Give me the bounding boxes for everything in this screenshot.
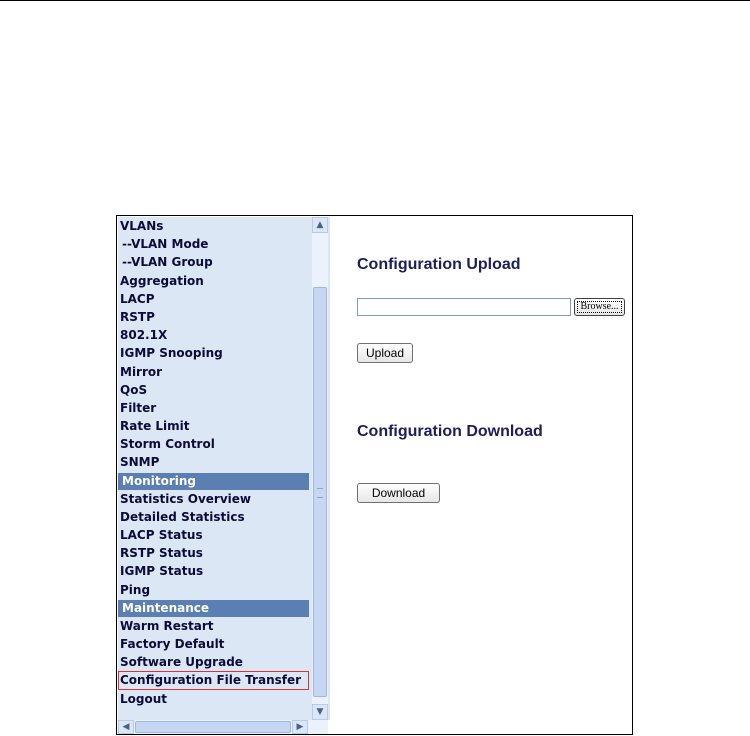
web-ui-frame	[116, 215, 633, 735]
file-path-input[interactable]	[357, 298, 571, 316]
sidebar-header-monitoring: Monitoring	[118, 473, 309, 490]
up-arrow-icon: ▲	[316, 220, 324, 230]
upload-section-title: Configuration Upload	[357, 256, 521, 273]
download-button[interactable]: Download	[357, 483, 440, 503]
down-arrow-icon: ▼	[316, 707, 324, 717]
sidebar-nav	[118, 217, 330, 720]
sidebar-item-igmp-status[interactable]: IGMP Status	[120, 564, 204, 579]
sidebar-item-mirror[interactable]: Mirror	[120, 364, 163, 379]
upload-button[interactable]: Upload	[357, 343, 413, 363]
sidebar-item-snmp[interactable]: SNMP	[120, 455, 160, 470]
main-content	[330, 216, 632, 734]
sidebar-item-warm-restart[interactable]: Warm Restart	[120, 618, 214, 633]
right-arrow-icon: ▶	[296, 722, 304, 732]
sidebar-item-logout[interactable]: Logout	[120, 691, 168, 706]
horizontal-scroll-thumb[interactable]	[135, 721, 291, 733]
browse-button[interactable]: Browse...	[574, 298, 625, 316]
vertical-scroll-thumb[interactable]	[313, 287, 327, 697]
sidebar-item-vlan-group[interactable]: --VLAN Group	[122, 255, 213, 270]
sidebar-item-configuration-file-transfer[interactable]: Configuration File Transfer	[118, 671, 309, 689]
sidebar-menu	[118, 217, 311, 708]
scroll-right-button[interactable]	[292, 720, 308, 734]
sidebar-item-aggregation[interactable]: Aggregation	[120, 273, 204, 288]
sidebar-item-storm-control[interactable]: Storm Control	[120, 437, 215, 452]
download-section-title: Configuration Download	[357, 423, 543, 440]
grip-icon	[317, 488, 323, 498]
sidebar-item-vlans[interactable]: VLANs	[120, 219, 164, 233]
left-arrow-icon: ◀	[122, 722, 130, 732]
sidebar-item-lacp[interactable]: LACP	[120, 291, 155, 306]
sidebar-item-lacp-status[interactable]: LACP Status	[120, 528, 203, 542]
sidebar-item-rstp[interactable]: RSTP	[120, 309, 155, 324]
scroll-left-button[interactable]	[118, 720, 134, 734]
sidebar-item-factory-default[interactable]: Factory Default	[120, 636, 225, 651]
sidebar-item-software-upgrade[interactable]: Software Upgrade	[120, 655, 243, 670]
sidebar-item-qos[interactable]: QoS	[120, 382, 148, 397]
vertical-scrollbar[interactable]	[312, 217, 328, 720]
sidebar-item-ping[interactable]: Ping	[120, 582, 151, 597]
top-rule	[0, 0, 750, 1]
sidebar-item-rstp-status[interactable]: RSTP Status	[120, 546, 203, 561]
sidebar-item-vlan-mode[interactable]: --VLAN Mode	[122, 237, 209, 252]
sidebar-item-802-1x[interactable]: 802.1X	[120, 328, 168, 343]
sidebar-item-filter[interactable]: Filter	[120, 400, 157, 415]
scroll-up-button[interactable]	[312, 217, 328, 233]
sidebar-item-detailed-statistics[interactable]: Detailed Statistics	[120, 509, 245, 524]
sidebar-item-rate-limit[interactable]: Rate Limit	[120, 419, 190, 434]
sidebar-header-maintenance: Maintenance	[118, 600, 309, 617]
scroll-down-button[interactable]	[312, 704, 328, 720]
horizontal-scrollbar[interactable]	[118, 720, 328, 734]
sidebar-item-statistics-overview[interactable]: Statistics Overview	[120, 491, 251, 506]
sidebar-item-igmp-snooping[interactable]: IGMP Snooping	[120, 346, 223, 361]
